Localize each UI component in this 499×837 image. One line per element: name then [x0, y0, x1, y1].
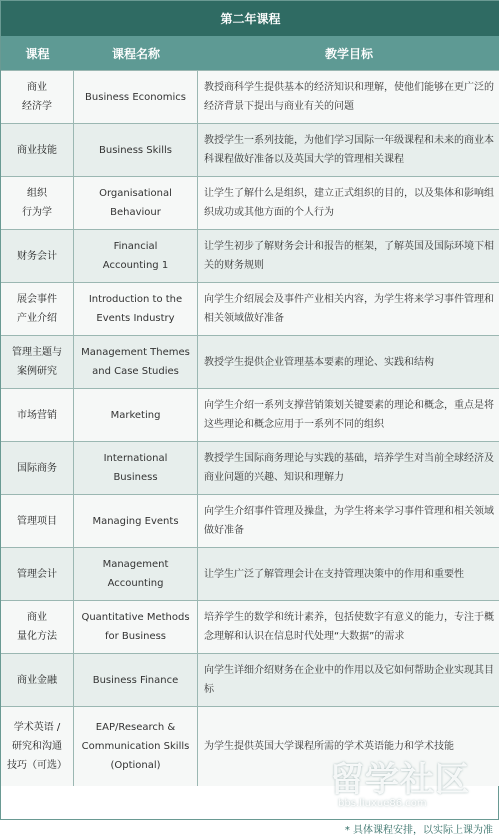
table-row: [1, 388, 499, 441]
course-en: Quantitative Methods for Business: [74, 601, 198, 653]
table-row: [1, 229, 499, 282]
watermark-logo: 留学社区: [330, 760, 470, 800]
course-en: Business Skills: [74, 124, 198, 176]
footnote: * 具体课程安排，以实际上课为准: [344, 825, 493, 836]
course-en: Marketing: [74, 389, 198, 441]
course-cn: 管理会计: [1, 548, 74, 600]
course-goal: 培养学生的数学和统计素养，包括使数字有意义的能力，专注于概念理解和认识在信息时代处理“大数据”的需求: [204, 612, 494, 642]
course-goal: 教授商科学生提供基本的经济知识和理解，使他们能够在更广泛的经济背景下提出与商业有关的问题: [204, 82, 494, 112]
watermark-url: bbs.liuxue86.com: [338, 798, 427, 809]
course-cn: 管理项目: [1, 495, 74, 547]
course-goal: 教授学生提供企业管理基本要素的理论、实践和结构: [204, 356, 434, 368]
course-goal: 向学生详细介绍财务在企业中的作用以及它如何帮助企业实现其目标: [204, 665, 494, 695]
course-cn: 商业技能: [1, 124, 74, 176]
course-cn: 商业金融: [1, 654, 74, 706]
course-cn: 展会事件 产业介绍: [1, 283, 74, 335]
table-row: [1, 653, 499, 706]
course-cn: 学术英语 / 研究和沟通 技巧（可选）: [1, 707, 74, 786]
course-cn: 管理主题与 案例研究: [1, 336, 74, 388]
course-en: Business Economics: [74, 71, 198, 123]
table-row: [1, 494, 499, 547]
table-row: [1, 600, 499, 653]
header-course-name: 课程名称: [111, 46, 160, 61]
course-en: Introduction to the Events Industry: [74, 283, 198, 335]
course-cn: 财务会计: [1, 230, 74, 282]
course-goal: 向学生介绍事件管理及操盘，为学生将来学习事件管理和相关领域做好准备: [204, 506, 494, 536]
table-body: [1, 70, 499, 786]
course-goal: 向学生介绍一系列支撑营销策划关键要素的理论和概念，重点是将这些理论和概念应用于一系列不同的组织: [204, 400, 494, 430]
course-en: EAP/Research & Communication Skills (Optional): [74, 707, 198, 786]
course-goal: 让学生了解什么是组织，建立正式组织的目的，以及集体和影响组织成功或其他方面的个人行为: [204, 188, 494, 218]
course-goal: 为学生提供英国大学课程所需的学术英语能力和学术技能: [204, 741, 454, 752]
table-row: [1, 123, 499, 176]
table-row: [1, 282, 499, 335]
course-en: Financial Accounting 1: [74, 230, 198, 282]
course-goal: 让学生初步了解财务会计和报告的框架，了解英国及国际环境下相关的财务规则: [204, 241, 494, 271]
course-goal: 教授学生一系列技能，为他们学习国际一年级课程和未来的商业本科课程做好准备以及英国大学的管理相关课程: [204, 135, 494, 165]
course-cn: 商业 量化方法: [1, 601, 74, 653]
course-cn: 组织 行为学: [1, 177, 74, 229]
table-row: [1, 335, 499, 388]
header-course: 课程: [25, 46, 50, 61]
header-teaching-goal: 教学目标: [324, 46, 373, 61]
course-en: Business Finance: [74, 654, 198, 706]
table-header: [1, 36, 499, 70]
course-goal: 教授学生国际商务理论与实践的基础，培养学生对当前全球经济及商业问题的兴趣、知识和理解力: [204, 453, 494, 483]
course-en: Management Themes and Case Studies: [74, 336, 198, 388]
course-cn: 市场营销: [1, 389, 74, 441]
course-en: International Business: [74, 442, 198, 494]
table-row: [1, 441, 499, 494]
course-en: Organisational Behaviour: [74, 177, 198, 229]
course-en: Management Accounting: [74, 548, 198, 600]
course-en: Managing Events: [74, 495, 198, 547]
course-goal: 让学生广泛了解管理会计在支持管理决策中的作用和重要性: [204, 568, 464, 580]
table-row: [1, 547, 499, 600]
table-title: 第二年课程: [1, 1, 499, 36]
course-cn: 商业 经济学: [1, 71, 74, 123]
course-cn: 国际商务: [1, 442, 74, 494]
course-goal: 向学生介绍展会及事件产业相关内容，为学生将来学习事件管理和相关领域做好准备: [204, 294, 494, 324]
table-row: [1, 176, 499, 229]
table-row: [1, 70, 499, 123]
